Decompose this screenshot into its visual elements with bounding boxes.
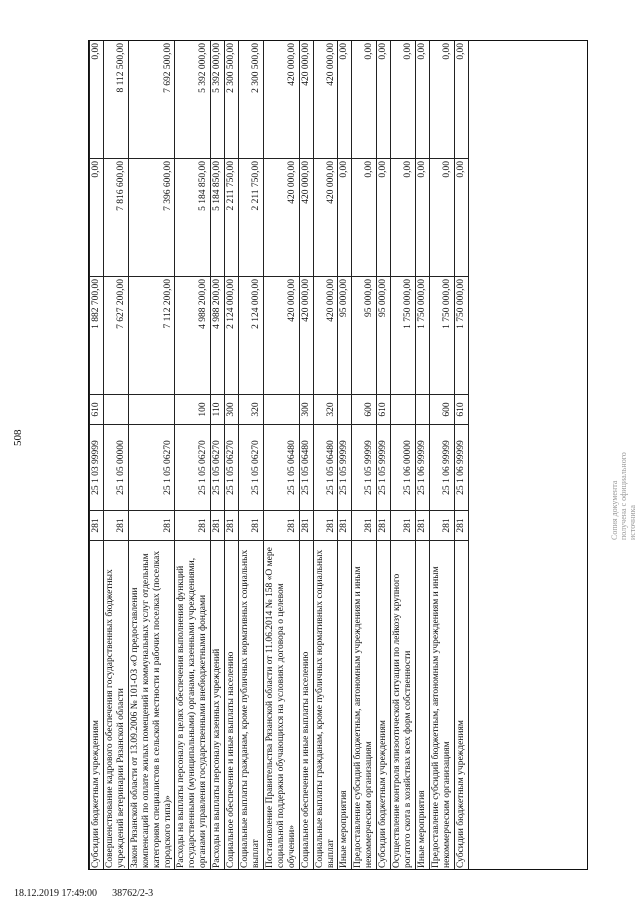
table-row [90, 41, 104, 871]
footer-date: 18.12.2019 17:49:00 [14, 888, 98, 899]
cell-v3: 0,00 [391, 41, 416, 159]
table-row [391, 41, 416, 871]
cell-v3: 2 300 500,00 [239, 41, 264, 159]
cell-section: 25 1 05 00000 [103, 425, 128, 511]
footer [14, 888, 153, 899]
table-row [352, 41, 377, 871]
cell-v2: 0,00 [415, 159, 429, 277]
cell-code: 281 [225, 511, 239, 541]
cell-v3: 5 392 000,00 [211, 41, 225, 159]
cell-section: 25 1 05 06480 [313, 425, 338, 511]
cell-v2: 0,00 [429, 159, 454, 277]
cell-code: 281 [90, 511, 104, 541]
cell-kind: 600 [429, 395, 454, 425]
footer-doc-id: 38762/2-3 [112, 888, 154, 899]
cell-v3: 0,00 [90, 41, 104, 159]
cell-v1: 2 124 000,00 [225, 277, 239, 395]
cell-v3: 0,00 [338, 41, 352, 159]
table-row [415, 41, 429, 871]
cell-desc: Предоставление субсидий бюджетным, автономным учреждениям и иным некоммерческим организациям [352, 541, 377, 871]
cell-v1: 2 124 000,00 [239, 277, 264, 395]
cell-code: 281 [263, 511, 299, 541]
cell-v1: 95 000,00 [377, 277, 391, 395]
cell-v1: 7 627 200,00 [103, 277, 128, 395]
cell-code: 281 [429, 511, 454, 541]
cell-code: 281 [103, 511, 128, 541]
budget-table-body [90, 41, 469, 871]
cell-section: 25 1 06 99999 [429, 425, 454, 511]
cell-kind: 610 [454, 395, 468, 425]
cell-v1: 4 988 200,00 [211, 277, 225, 395]
cell-v2: 7 816 600,00 [103, 159, 128, 277]
cell-section: 25 1 03 99999 [90, 425, 104, 511]
table-row [263, 41, 299, 871]
table-row [103, 41, 128, 871]
table-row [299, 41, 313, 871]
cell-section: 25 1 06 00000 [391, 425, 416, 511]
cell-v1: 4 988 200,00 [175, 277, 211, 395]
cell-v2: 0,00 [377, 159, 391, 277]
cell-code: 281 [239, 511, 264, 541]
cell-v2: 420 000,00 [299, 159, 313, 277]
table-row [429, 41, 454, 871]
cell-section: 25 1 05 06270 [211, 425, 225, 511]
cell-code: 281 [454, 511, 468, 541]
cell-v2: 5 184 850,00 [175, 159, 211, 277]
cell-v3: 0,00 [454, 41, 468, 159]
cell-kind [128, 395, 175, 425]
cell-desc: Совершенствование кадрового обеспечения государственных бюджетных учреждений ветеринарии Рязанской области [103, 541, 128, 871]
cell-section: 25 1 05 06270 [128, 425, 175, 511]
cell-code: 281 [128, 511, 175, 541]
cell-code: 281 [175, 511, 211, 541]
budget-table-wrapper [88, 40, 588, 870]
cell-desc: Постановление Правительства Рязанской области от 11.06.2014 № 158 «О мере социальной поддержки обучающихся на условиях договора о целевом обучении» [263, 541, 299, 871]
cell-kind: 600 [352, 395, 377, 425]
cell-kind: 110 [211, 395, 225, 425]
cell-section: 25 1 05 06270 [239, 425, 264, 511]
cell-desc: Социальное обеспечение и иные выплаты населению [225, 541, 239, 871]
cell-v1: 1 882 700,00 [90, 277, 104, 395]
cell-v2: 5 184 850,00 [211, 159, 225, 277]
cell-v3: 420 000,00 [313, 41, 338, 159]
cell-section: 25 1 05 06270 [225, 425, 239, 511]
cell-v1: 1 750 000,00 [454, 277, 468, 395]
cell-kind: 100 [175, 395, 211, 425]
table-row [239, 41, 264, 871]
cell-v2: 7 396 600,00 [128, 159, 175, 277]
table-row [313, 41, 338, 871]
cell-v1: 7 112 200,00 [128, 277, 175, 395]
cell-v3: 420 000,00 [299, 41, 313, 159]
cell-desc: Субсидии бюджетным учреждениям [90, 541, 104, 871]
cell-v2: 2 211 750,00 [225, 159, 239, 277]
cell-code: 281 [377, 511, 391, 541]
cell-v3: 2 300 500,00 [225, 41, 239, 159]
cell-v1: 420 000,00 [263, 277, 299, 395]
cell-desc: Социальные выплаты гражданам, кроме публичных нормативных социальных выплат [313, 541, 338, 871]
cell-v2: 2 211 750,00 [239, 159, 264, 277]
cell-v3: 8 112 500,00 [103, 41, 128, 159]
cell-v2: 420 000,00 [313, 159, 338, 277]
table-row [377, 41, 391, 871]
cell-v2: 0,00 [90, 159, 104, 277]
cell-v2: 420 000,00 [263, 159, 299, 277]
cell-kind: 610 [90, 395, 104, 425]
cell-v3: 5 392 000,00 [175, 41, 211, 159]
table-row [128, 41, 175, 871]
table-row [175, 41, 211, 871]
cell-v3: 0,00 [415, 41, 429, 159]
cell-code: 281 [391, 511, 416, 541]
cell-desc: Субсидии бюджетным учреждениям [377, 541, 391, 871]
cell-kind [391, 395, 416, 425]
cell-kind: 610 [377, 395, 391, 425]
cell-v1: 420 000,00 [313, 277, 338, 395]
budget-table [89, 40, 469, 870]
cell-v1: 420 000,00 [299, 277, 313, 395]
cell-section: 25 1 06 99999 [415, 425, 429, 511]
table-row [211, 41, 225, 871]
cell-v3: 0,00 [352, 41, 377, 159]
cell-v1: 95 000,00 [338, 277, 352, 395]
cell-v3: 7 692 500,00 [128, 41, 175, 159]
cell-code: 281 [415, 511, 429, 541]
cell-desc: Расходы на выплаты персоналу казенных учреждений [211, 541, 225, 871]
cell-desc: Осуществление контроля эпизоотической ситуации по лейкозу крупного рогатого скота в хозяйствах всех форм собственности [391, 541, 416, 871]
cell-code: 281 [338, 511, 352, 541]
page-number: 508 [12, 429, 24, 446]
cell-kind [103, 395, 128, 425]
cell-v2: 0,00 [338, 159, 352, 277]
cell-kind: 320 [239, 395, 264, 425]
cell-v1: 95 000,00 [352, 277, 377, 395]
cell-kind: 320 [313, 395, 338, 425]
cell-desc: Предоставление субсидий бюджетным, автономным учреждениям и иным некоммерческим организациям [429, 541, 454, 871]
cell-desc: Субсидии бюджетным учреждениям [454, 541, 468, 871]
cell-desc: Социальные выплаты гражданам, кроме публичных нормативных социальных выплат [239, 541, 264, 871]
cell-kind: 300 [299, 395, 313, 425]
cell-desc: Расходы на выплаты персоналу в целях обеспечения выполнения функций государственными (муниципальными) органами, казенными учреждениями, органами управления государственными внебюджетными фондами [175, 541, 211, 871]
cell-section: 25 1 05 06480 [263, 425, 299, 511]
cell-section: 25 1 05 06480 [299, 425, 313, 511]
cell-kind [415, 395, 429, 425]
cell-v1: 1 750 000,00 [429, 277, 454, 395]
cell-code: 281 [352, 511, 377, 541]
cell-v2: 0,00 [391, 159, 416, 277]
cell-v3: 0,00 [429, 41, 454, 159]
cell-kind: 300 [225, 395, 239, 425]
cell-section: 25 1 06 99999 [454, 425, 468, 511]
cell-v1: 1 750 000,00 [391, 277, 416, 395]
cell-desc: Социальное обеспечение и иные выплаты населению [299, 541, 313, 871]
cell-v2: 0,00 [454, 159, 468, 277]
cell-kind [338, 395, 352, 425]
cell-desc: Закон Рязанской области от 13.09.2006 № 101-ОЗ «О предоставлении компенсаций по оплате жилых помещений и коммунальных услуг отдельным категориям специалистов в сельской местности и рабочих поселках (поселках городского типа)» [128, 541, 175, 871]
table-row [338, 41, 352, 871]
cell-code: 281 [299, 511, 313, 541]
cell-section: 25 1 05 99999 [377, 425, 391, 511]
copy-watermark: Сопия документа получена с официального источника [610, 452, 637, 540]
cell-section: 25 1 05 99999 [338, 425, 352, 511]
cell-v3: 420 000,00 [263, 41, 299, 159]
cell-kind [263, 395, 299, 425]
cell-v2: 0,00 [352, 159, 377, 277]
cell-desc: Иные мероприятия [415, 541, 429, 871]
cell-v1: 1 750 000,00 [415, 277, 429, 395]
table-row [454, 41, 468, 871]
cell-code: 281 [211, 511, 225, 541]
cell-desc: Иные мероприятия [338, 541, 352, 871]
table-row [225, 41, 239, 871]
cell-code: 281 [313, 511, 338, 541]
cell-section: 25 1 05 99999 [352, 425, 377, 511]
cell-section: 25 1 05 06270 [175, 425, 211, 511]
cell-v3: 0,00 [377, 41, 391, 159]
